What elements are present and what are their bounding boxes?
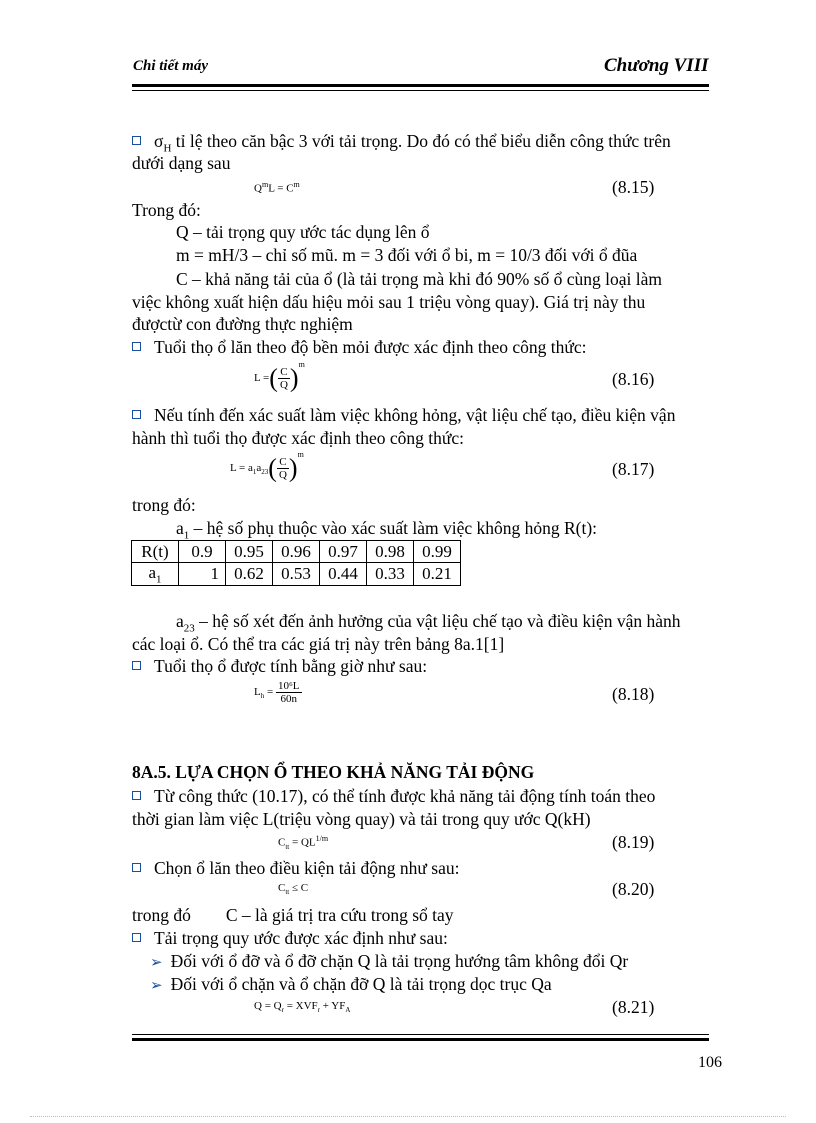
eqno-8-17: (8.17) <box>612 459 655 479</box>
table-cell: 0.33 <box>367 563 414 586</box>
section-heading: 8A.5. LỰA CHỌN Ổ THEO KHẢ NĂNG TẢI ĐỘNG <box>132 762 535 782</box>
table-cell: 0.99 <box>414 541 461 563</box>
eqno-8-20: (8.20) <box>612 879 655 899</box>
where-c-line1: C – khả năng tải của ổ (là tải trọng mà khi đó 90% số ổ cùng loại làm <box>176 269 663 289</box>
table-cell: 0.53 <box>273 563 320 586</box>
where-q: Q – tải trọng quy ước tác dụng lên ổ <box>176 222 430 242</box>
formula-8-21: $Q = Q_r = XVF_r + YF_A$ <box>254 1000 351 1015</box>
table-cell: 1 <box>179 563 226 586</box>
table-cell: 0.44 <box>320 563 367 586</box>
table-cell: 0.97 <box>320 541 367 563</box>
sigma-subscript: H <box>163 142 172 155</box>
para-where-c: trong đó C – là giá trị tra cứu trong sổ tay <box>132 905 454 925</box>
eqno-8-15: (8.15) <box>612 177 655 197</box>
para-dynamic-line1: Từ công thức (10.17), có thể tính được khả năng tải động tính toán theo <box>132 785 655 807</box>
table-cell: 0.95 <box>226 541 273 563</box>
square-bullet-icon <box>132 136 141 145</box>
square-bullet-icon <box>132 791 141 800</box>
page-number: 106 <box>698 1054 722 1071</box>
eqno-8-19: (8.19) <box>612 832 655 852</box>
sigma-symbol: σ <box>154 131 164 151</box>
header-book-title: Chi tiết máy <box>133 58 208 74</box>
table-cell: 0.21 <box>414 563 461 586</box>
table-cell: 0.96 <box>273 541 320 563</box>
header-chapter: Chương VIII <box>604 55 709 76</box>
table-cell: R(t) <box>132 541 179 563</box>
formula-8-16: L =( $\frac{C}{Q}$ )$^m$ <box>254 360 305 393</box>
a1-description: $a_1$ – hệ số phụ thuộc vào xác suất làm việc không hỏng R(t): <box>176 518 598 542</box>
square-bullet-icon <box>132 933 141 942</box>
a23-line1: $a_{23}$ – hệ số xét đến ảnh hưởng của vật liệu chế tạo và điều kiện vận hành <box>176 611 681 635</box>
header-rule-thin <box>132 90 709 91</box>
para-sigma-line2: dưới dạng sau <box>132 153 231 173</box>
table-row <box>132 563 461 586</box>
formula-8-20: $C_{tt} \le C$ <box>278 882 309 897</box>
where-m: m = mH/3 – chỉ số mũ. m = 3 đối với ổ bi, m = 10/3 đối với ổ đũa <box>176 245 638 265</box>
a23-line2: các loại ổ. Có thể tra các giá trị này trên bảng 8a.1[1] <box>132 634 505 654</box>
eqno-8-16: (8.16) <box>612 369 655 389</box>
footer-rule-thick <box>132 1038 709 1041</box>
footer-rule-thin <box>132 1034 709 1035</box>
para-selection: Chọn ổ lăn theo điều kiện tải động như sau: <box>132 857 459 879</box>
square-bullet-icon <box>132 342 141 351</box>
square-bullet-icon <box>132 410 141 419</box>
table-cell: 0.9 <box>179 541 226 563</box>
table-cell: $a_1$ <box>132 563 179 586</box>
para-fatigue-life: Tuổi thọ ổ lăn theo độ bền mỏi được xác định theo công thức: <box>132 336 586 358</box>
page-edge-dots <box>30 1116 786 1117</box>
table-cell: 0.98 <box>367 541 414 563</box>
para-equivalent-load: Tải trọng quy ước được xác định như sau: <box>132 927 448 949</box>
where-c-line3: đượctừ con đường thực nghiệm <box>132 314 353 334</box>
formula-8-17: $L = a_1a_{23}$( $\frac{C}{Q}$ )$^m$ <box>230 450 304 483</box>
formula-8-15: $Q^mL = C^m$ <box>254 180 300 195</box>
square-bullet-icon <box>132 661 141 670</box>
arrow-item-radial: ➢ Đối với ổ đỡ và ổ đỡ chặn Q là tải trọng hướng tâm không đổi Qr <box>150 950 628 974</box>
para-reliability-line2: hành thì tuổi thọ được xác định theo công thức: <box>132 428 464 448</box>
para-dynamic-line2: thời gian làm việc L(triệu vòng quay) và tải trong quy ước Q(kH) <box>132 809 591 829</box>
where-c-line2: việc không xuất hiện dấu hiệu mỏi sau 1 triệu vòng quay). Giá trị này thu <box>132 292 646 312</box>
header-rule-thick <box>132 84 709 87</box>
para-life-hours: Tuổi thọ ổ được tính bằng giờ như sau: <box>132 655 427 677</box>
eqno-8-21: (8.21) <box>612 997 655 1017</box>
arrow-bullet-icon: ➢ <box>150 978 163 994</box>
formula-8-19: $C_{tt} = QL^{1/m}$ <box>278 834 329 851</box>
arrow-bullet-icon: ➢ <box>150 955 163 971</box>
sigma-line1-text: tỉ lệ theo căn bậc 3 với tải trọng. Do đó có thể biểu diễn công thức trên <box>171 131 671 151</box>
square-bullet-icon <box>132 863 141 872</box>
table-row <box>132 541 461 563</box>
eqno-8-18: (8.18) <box>612 684 655 704</box>
table-cell: 0.62 <box>226 563 273 586</box>
reliability-table <box>131 540 461 586</box>
where2-title: trong đó: <box>132 495 196 515</box>
where-title: Trong đó: <box>132 200 201 220</box>
formula-8-18: $L_h$ = $\frac{\text{10⁶L}}{60n}$ <box>254 680 300 705</box>
para-reliability-line1: Nếu tính đến xác suất làm việc không hỏng, vật liệu chế tạo, điều kiện vận <box>132 404 675 426</box>
arrow-item-thrust: ➢ Đối với ổ chặn và ổ chặn đỡ Q là tải trọng dọc trục Qa <box>150 973 552 997</box>
